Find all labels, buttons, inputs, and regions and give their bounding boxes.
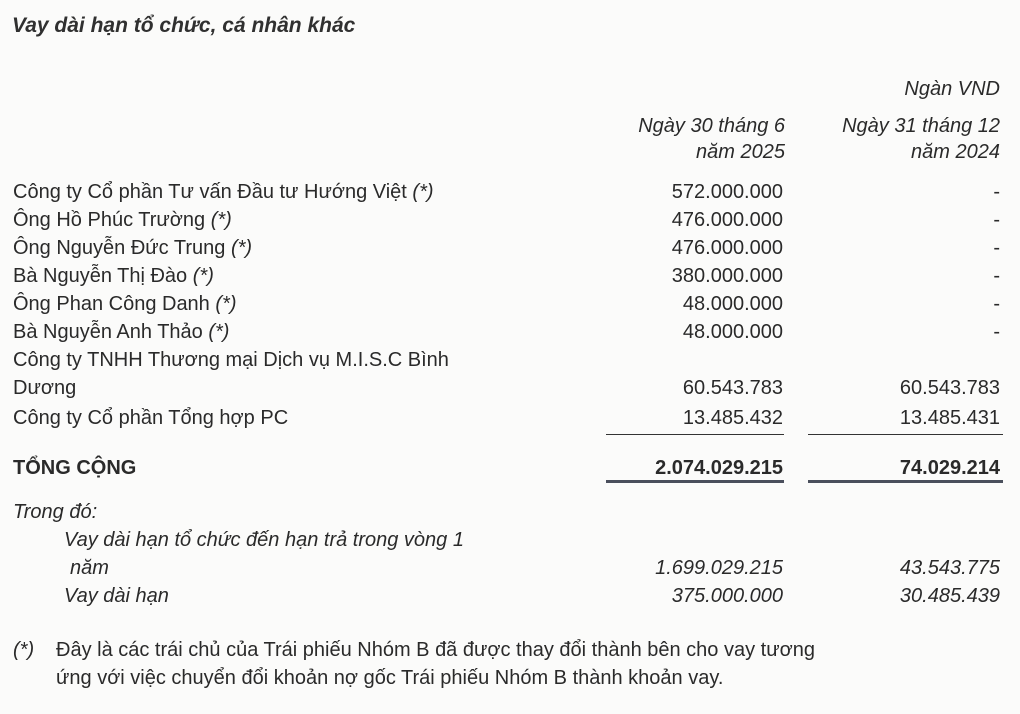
row-label: Vay dài hạn tổ chức đến hạn trả trong vòng 1 (64, 529, 464, 551)
row-label: Ông Hồ Phúc Trường (*) (13, 209, 232, 231)
value-2024: - (993, 265, 1000, 287)
row-label-continued: năm (70, 557, 109, 579)
value-2025: 13.485.432 (682, 407, 783, 429)
value-2024: - (993, 321, 1000, 343)
value-2024: 60.543.783 (899, 377, 1000, 399)
table-row (0, 206, 1020, 234)
total-label: TỔNG CỘNG (13, 457, 137, 479)
row-label: Vay dài hạn (64, 585, 169, 607)
column-header-line1: Ngày 31 tháng 12 (842, 115, 1000, 137)
table-row (0, 404, 1020, 432)
table-row (0, 290, 1020, 318)
table-row (0, 234, 1020, 262)
value-2024: - (993, 237, 1000, 259)
table-row (0, 262, 1020, 290)
column-header-line1: Ngày 30 tháng 6 (638, 115, 785, 137)
column-header-line2: năm 2024 (911, 141, 1000, 163)
value-2025: 48.000.000 (682, 293, 783, 315)
value-2024: - (993, 209, 1000, 231)
row-label: Ông Phan Công Danh (*) (13, 293, 237, 315)
table-row (0, 374, 1020, 402)
subtotal-rule (808, 434, 1003, 435)
breakdown-heading (0, 498, 1020, 526)
value-2025: 572.000.000 (671, 181, 783, 203)
row-label: Ông Nguyễn Đức Trung (*) (13, 237, 253, 259)
table-row-wrap-label (0, 346, 1020, 374)
value-2025: 476.000.000 (671, 209, 783, 231)
row-label: Bà Nguyễn Thị Đào (*) (13, 265, 214, 287)
breakdown-heading-text: Trong đó: (13, 501, 98, 523)
value-2025: 375.000.000 (671, 585, 783, 607)
value-2025: 380.000.000 (671, 265, 783, 287)
value-2024: - (993, 293, 1000, 315)
total-2025: 2.074.029.215 (655, 457, 783, 479)
total-2024: 74.029.214 (899, 457, 1000, 479)
table-row (0, 178, 1020, 206)
total-double-rule (808, 480, 1003, 483)
value-2025: 48.000.000 (682, 321, 783, 343)
value-2025: 476.000.000 (671, 237, 783, 259)
breakdown-row (0, 582, 1020, 610)
row-label: Bà Nguyễn Anh Thảo (*) (13, 321, 230, 343)
value-2025: 60.543.783 (682, 377, 783, 399)
footnote-line1: Đây là các trái chủ của Trái phiếu Nhóm B đã được thay đổi thành bên cho vay tương (56, 639, 815, 661)
row-label: Công ty Cổ phần Tư vấn Đầu tư Hướng Việt (*) (13, 181, 434, 203)
column-header-jun-2025 (638, 113, 785, 165)
footnote-line2: ứng với việc chuyển đổi khoản nợ gốc Trái phiếu Nhóm B thành khoản vay. (56, 667, 724, 689)
value-2024: 43.543.775 (899, 557, 1000, 579)
column-header-line2: năm 2025 (696, 141, 785, 163)
footnote-mark: (*) (13, 639, 35, 661)
value-2024: 30.485.439 (899, 585, 1000, 607)
row-label: Công ty TNHH Thương mại Dịch vụ M.I.S.C Bình (13, 349, 449, 371)
column-header-dec-2024 (842, 113, 1000, 165)
row-label-continued: Dương (13, 377, 77, 399)
total-row (0, 454, 1020, 482)
subtotal-rule (606, 434, 784, 435)
currency-unit: Ngàn VND (904, 78, 1000, 100)
breakdown-row-wrap-label (0, 526, 1020, 554)
value-2025: 1.699.029.215 (655, 557, 783, 579)
total-double-rule (606, 480, 784, 483)
breakdown-row (0, 554, 1020, 582)
value-2024: 13.485.431 (899, 407, 1000, 429)
value-2024: - (993, 181, 1000, 203)
section-title: Vay dài hạn tổ chức, cá nhân khác (12, 14, 356, 37)
table-row (0, 318, 1020, 346)
row-label: Công ty Cổ phần Tổng hợp PC (13, 407, 289, 429)
